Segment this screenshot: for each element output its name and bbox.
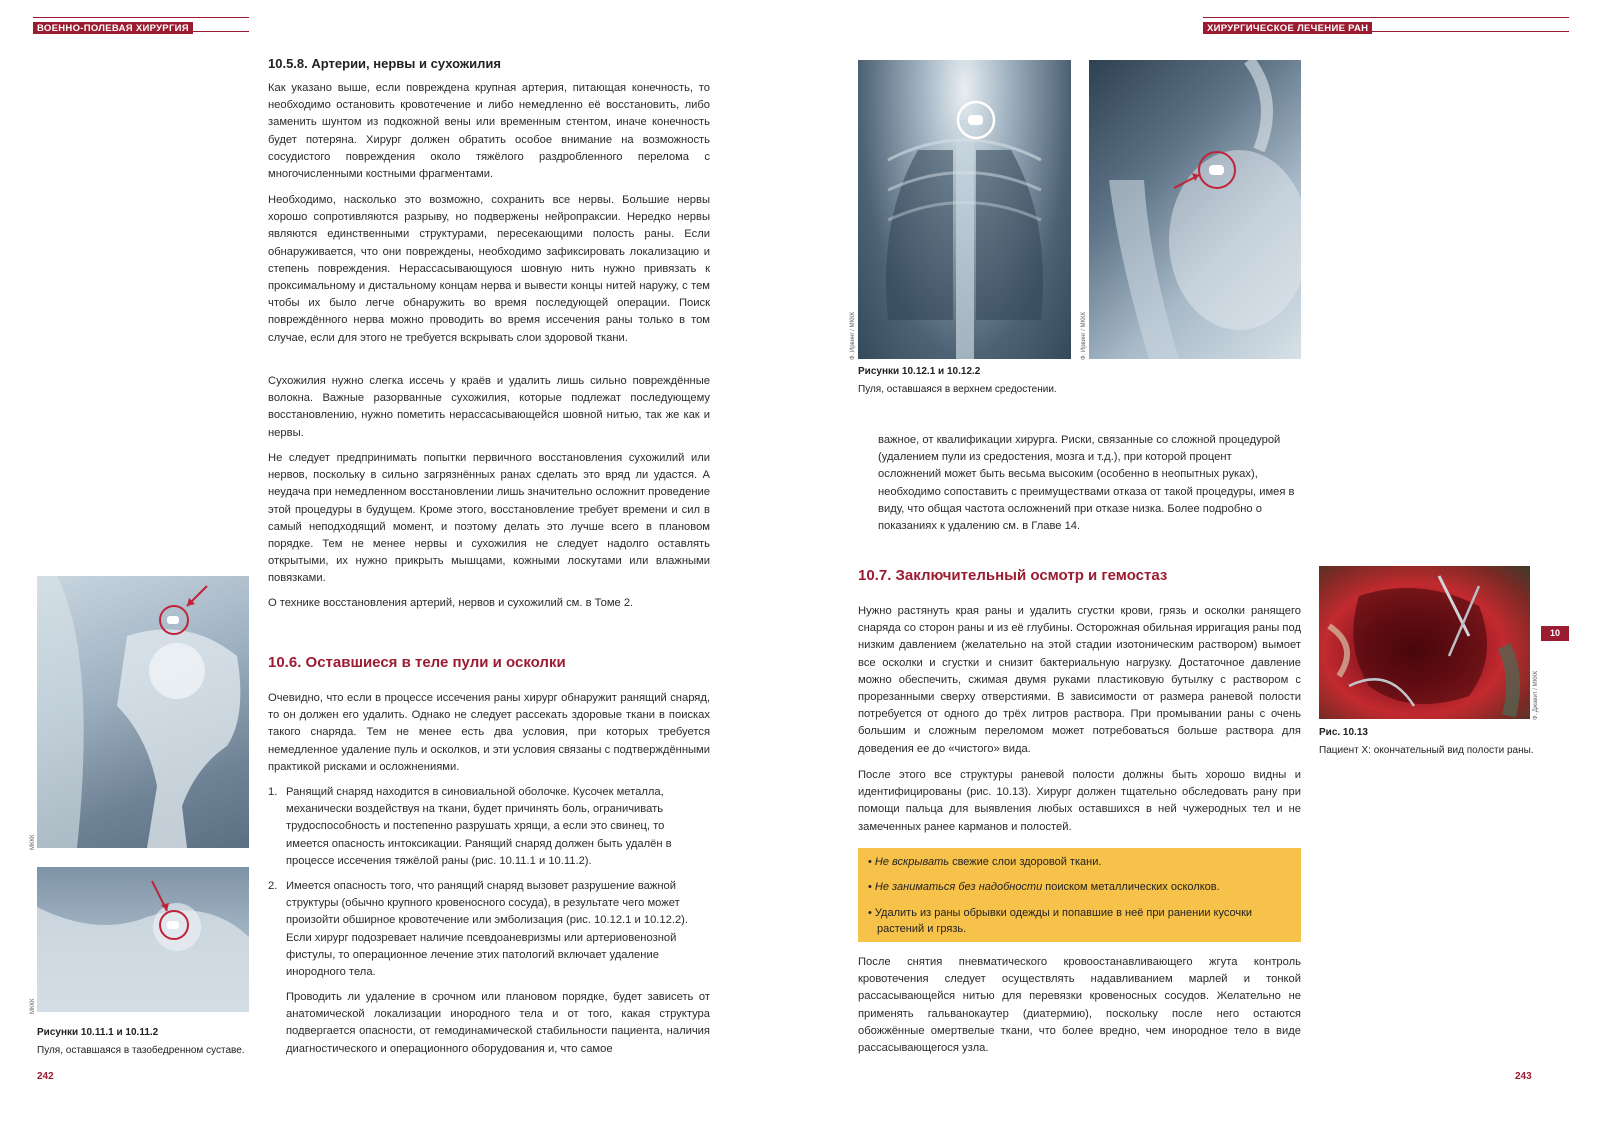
credit-hip-2: МККК	[30, 998, 36, 1014]
figure-10-12-caption: Пуля, оставшаяся в верхнем средостении.	[858, 384, 1057, 395]
credit-chest-ap: Ф. Ирвинг / МККК	[850, 311, 856, 360]
list-item-vascular	[268, 878, 710, 983]
paragraph-irrigation: Нужно растянуть края раны и удалить сгустки крови, грязь и осколки ранящего снаряда со сторон раны и из её глубины. Осторожная обильная ирригация раны под низким давлением (желательно на этой стадии изотоническим раствором) вымоет все осколки и сгустки и снизит бактериальную нагрузку. Достаточное давление можно обеспечить, сжимая двумя руками пластиковую бутылку с раствором с прорезанными сверху отверстиями. В зависимости от размера раневой полости потребуется от одного до трёх литров раствора. При промывании раны с очень большим и сложным переломом может потребоваться больше раствора для доведения ее до «чистого» вида.	[858, 605, 1301, 755]
warning-box-emphasis: Не вскрывать	[874, 856, 950, 868]
wound-photo-image	[1319, 566, 1530, 719]
warning-box-item: • Удалить из раны обрывки одежды и попавшие в неё при ранении кусочки растений и грязь.	[868, 907, 1253, 935]
paragraph-arteries: Как указано выше, если повреждена крупная артерия, питающая конечность, то необходимо остановить кровотечение и либо немедленно её восстановить, либо заменить шунтом из подкожной вены или временным стентом, иначе конечность будет потеряна. Хирург должен обратить особое внимание на возможность сосудистого повреждения около тяжёлого раздробленного перелома с многочисленными костными фрагментами.	[268, 82, 710, 181]
paragraph-hemostasis: После снятия пневматического кровоостанавливающего жгута контроль кровотечения следует осуществлять надавливанием марлей и тонкой рассасывающейся нитью для перевязки кровеносных сосудов. Желательно не применять гальванокаутер (диатермию), поскольку после него остаются обожжённые омертвелые ткани, что более вредно, чем инородное тело в виде рассасывающегося узла.	[858, 956, 1301, 1055]
list-item-text: Имеется опасность того, что ранящий снаряд вызовет разрушение важной структуры (обычно крупного кровеносного сосуда), в результате чего может произойти обширное кровотечение или эмболизация (рис. 10.12.1 и 10.12.2). Если хирург подозревает наличие псевдоаневризмы или артериовенозной фистулы, то операционное лечение этих патологий включает удаление инородного тела.	[286, 880, 689, 979]
warning-box-item: • Не заниматься без надобности поиском металлических осколков.	[868, 881, 1220, 893]
paragraph-surgeon-skill: важное, от квалификации хирурга. Риски, связанные со сложной процедурой (удалением пули из средостения, мозга и т.д.), при которой процент осложнений может быть весьма высоким (особенно в неопытных руках), необходимо сопоставить с преимуществами отказа от такой процедуры, имея в виду, что общая частота осложнений при отказе низка. Более подробно о показаниях к удалению см. в Главе 14.	[878, 434, 1295, 533]
chest-xray-ap-image	[858, 60, 1071, 359]
warning-box-text: Удалить из раны обрывки одежды и попавшие в неё при ранении кусочки растений и грязь.	[874, 907, 1253, 935]
warning-box-text: свежие слои здоровой ткани.	[949, 856, 1102, 868]
running-head-right-text: ХИРУРГИЧЕСКОЕ ЛЕЧЕНИЕ РАН	[1203, 22, 1372, 34]
running-head-left-text: ВОЕННО-ПОЛЕВАЯ ХИРУРГИЯ	[33, 22, 193, 34]
paragraph-tendons: Сухожилия нужно слегка иссечь у краёв и удалить лишь сильно повреждённые волокна. Важные разорванные сухожилия, которые подлежат последующему восстановлению, нужно пометить нерассасывающейся шовной нитью, так же как и нервы.	[268, 375, 710, 439]
section-10-7-title: 10.7. Заключительный осмотр и гемостаз	[858, 567, 1168, 584]
list-item-number: 1.	[268, 786, 278, 798]
warning-box-emphasis: Не заниматься без надобности	[874, 881, 1043, 893]
figure-10-11-caption: Пуля, оставшаяся в тазобедренном суставе.	[37, 1045, 245, 1056]
paragraph-nerves: Необходимо, насколько это возможно, сохранить все нервы. Большие нервы хорошо сопротивляются разрыву, но подвержены нейропраксии. Нередко нервы являются единственными структурами, пересекающими полость раны. Если обнаруживается, что они повреждены, необходимо зафиксировать локализацию и степень повреждения. Нерассасывающуюся шовную нить нужно привязать к проксимальному и дистальному концам нерва и вывести концы нитей наружу, с тем чтобы их было легче обнаружить во время последующей операции. Поиск повреждённого нерва можно проводить во время иссечения раны только в том случае, если для этого не требуется вскрывать слои здоровой ткани.	[268, 194, 710, 344]
credit-hip-1: МККК	[30, 834, 36, 850]
figure-10-11-title: Рисунки 10.11.1 и 10.11.2	[37, 1027, 159, 1038]
paragraph-retained-projectiles: Очевидно, что если в процессе иссечения раны хирург обнаружит ранящий снаряд, то он должен его удалить. Однако не следует рассекать здоровые ткани в поисках такого снаряда. Тем не менее есть два условия, при которых требуется немедленное удаление пуль и осколков, и эти условия связаны с подтверждёнными практикой рисками и осложнениями.	[268, 692, 710, 773]
warning-box-item: • Не вскрывать свежие слои здоровой ткани.	[868, 856, 1102, 868]
list-item-synovial	[268, 784, 710, 874]
hip-xray-image-2	[37, 867, 249, 1012]
figure-10-13-caption: Пациент X: окончательный вид полости раны.	[1319, 745, 1534, 756]
running-head-right	[1203, 17, 1569, 32]
credit-chest-lateral: Ф. Ирвинг / МККК	[1081, 311, 1087, 360]
running-head-left	[33, 17, 249, 32]
hip-xray-image-1	[37, 576, 249, 848]
chapter-tab: 10	[1541, 626, 1569, 641]
warning-box-text: поиском металлических осколков.	[1042, 881, 1220, 893]
paragraph-timing: Проводить ли удаление в срочном или плановом порядке, будет зависеть от анатомической локализации инородного тела и от того, какая структура подвергается опасности, от гемодинамической стабильности пациента, наличия диагностического и операционного оборудования и, что самое	[286, 991, 710, 1055]
chest-xray-lateral-image	[1089, 60, 1301, 359]
section-10-5-8-title: 10.5.8. Артерии, нервы и сухожилия	[268, 56, 501, 71]
page-number-left: 242	[37, 1071, 54, 1082]
list-item-text: Ранящий снаряд находится в синовиальной оболочке. Кусочек металла, механически воздействуя на ткани, будет причинять боль, ограничивать трудоспособность и постепенно разрушать хрящи, а если это свинец, то имеется опасность интоксикации. Ранящий снаряд должен быть удалён в процессе иссечения тяжёлой раны (рис. 10.11.1 и 10.11.2).	[286, 786, 672, 867]
figure-10-12-title: Рисунки 10.12.1 и 10.12.2	[858, 366, 981, 377]
paragraph-primary-repair: Не следует предпринимать попытки первичного восстановления сухожилий или нервов, поскольку в сильно загрязнённых ранах сделать это вряд ли удастся. А неудача при немедленном восстановлении лишь значительно осложнит проведение этой процедуры в будущем. Кроме этого, восстановление требует времени и сил в самый неподходящий момент, и поэтому делать это лучше всего в плановом порядке. Тем не менее нервы и сухожилия не следует надолго оставлять открытыми, их нужно прикрыть мышцами, кожными лоскутами или влажными повязками.	[268, 452, 710, 585]
paragraph-volume-2-ref: О технике восстановления артерий, нервов и сухожилий см. в Томе 2.	[268, 597, 634, 609]
warning-box	[858, 848, 1301, 942]
list-item-number: 2.	[268, 880, 278, 892]
credit-wound: Ф. Джавит / МККК	[1533, 670, 1539, 720]
paragraph-inspection: После этого все структуры раневой полости должны быть хорошо видны и идентифицированы (рис. 10.13). Хирург должен тщательно обследовать рану при помощи пальца для выявления любых оставшихся в ней чужеродных тел и не замеченных ранее карманов и полостей.	[858, 769, 1301, 833]
page-number-right: 243	[1515, 1071, 1532, 1082]
section-10-6-title: 10.6. Оставшиеся в теле пули и осколки	[268, 654, 566, 671]
figure-10-13-title: Рис. 10.13	[1319, 727, 1368, 738]
